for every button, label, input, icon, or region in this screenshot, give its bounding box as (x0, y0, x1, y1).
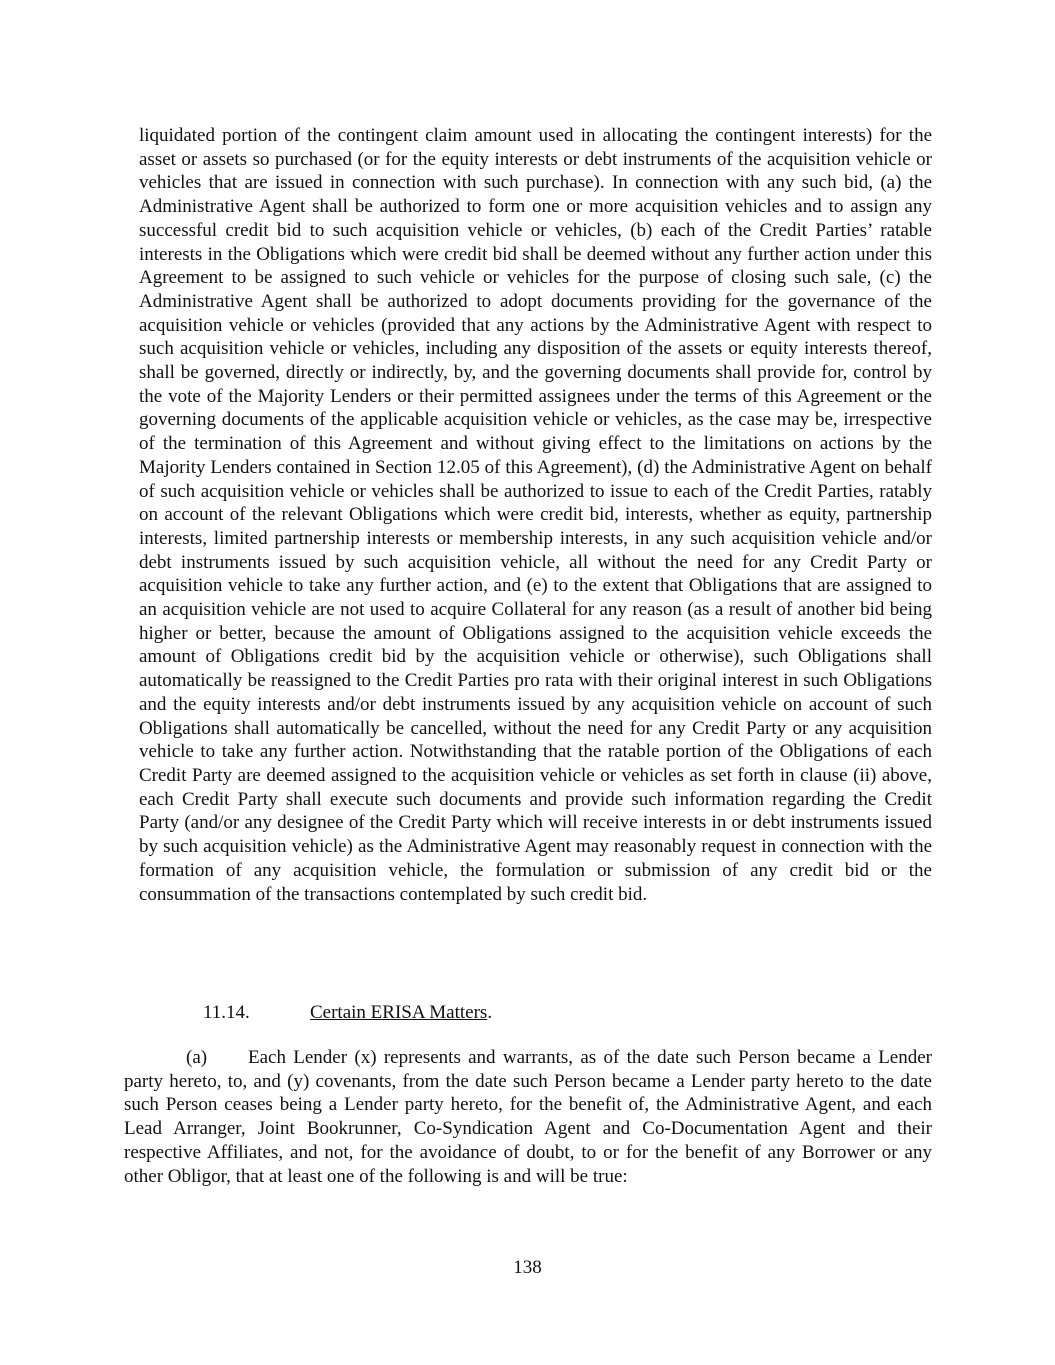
page-number: 138 (513, 1257, 542, 1278)
section-title: Certain ERISA Matters (310, 1002, 488, 1023)
section-title-suffix: . (487, 1002, 493, 1023)
subsection-a-label: (a) (186, 1047, 208, 1068)
section-heading (203, 1001, 492, 1025)
subsection-a-text: Each Lender (x) represents and warrants, as of the date such Person became a Lender party hereto, to, and (y) covenants, from the date such Person became a Lender party hereto to the date such Person ceases being a Lender party hereto, for the benefit of, the Administrative Agent, and each Lead Arranger, Joint Bookrunner, Co-Syndication Agent and Co-Documentation Agent and their respective Affiliates, and not, for the avoidance of doubt, to or for the benefit of any Borrower or any other Obligor, that at least one of the following is and will be true: (124, 1047, 932, 1187)
section-number: 11.14. (203, 1002, 250, 1023)
continuation-paragraph: liquidated portion of the contingent claim amount used in allocating the contingent interests) for the asset or assets so purchased (or for the equity interests or debt instruments of the acquisition vehicle or vehicles that are issued in connection with such purchase). In connection with any such bid, (a) the Administrative Agent shall be authorized to form one or more acquisition vehicles and to assign any successful credit bid to such acquisition vehicle or vehicles, (b) each of the Credit Parties’ ratable interests in the Obligations which were credit bid shall be deemed without any further action under this Agreement to be assigned to such vehicle or vehicles for the purpose of closing such sale, (c) the Administrative Agent shall be authorized to adopt documents providing for the governance of the acquisition vehicle or vehicles (provided that any actions by the Administrative Agent with respect to such acquisition vehicle or vehicles, including any disposition of the assets or equity interests thereof, shall be governed, directly or indirectly, by, and the governing documents shall provide for, control by the vote of the Majority Lenders or their permitted assignees under the terms of this Agreement or the governing documents of the applicable acquisition vehicle or vehicles, as the case may be, irrespective of the termination of this Agreement and without giving effect to the limitations on actions by the Majority Lenders contained in Section 12.05 of this Agreement), (d) the Administrative Agent on behalf of such acquisition vehicle or vehicles shall be authorized to issue to each of the Credit Parties, ratably on account of the relevant Obligations which were credit bid, interests, whether as equity, partnership interests, limited partnership interests or membership interests, in any such acquisition vehicle and/or debt instruments issued by such acquisition vehicle, all without the need for any Credit Party or acquisition vehicle to take any further action, and (e) to the extent that Obligations that are assigned to an acquisition vehicle are not used to acquire Collateral for any reason (as a result of another bid being higher or better, because the amount of Obligations assigned to the acquisition vehicle exceeds the amount of Obligations credit bid by the acquisition vehicle or otherwise), such Obligations shall automatically be reassigned to the Credit Parties pro rata with their original interest in such Obligations and the equity interests and/or debt instruments issued by any acquisition vehicle on account of such Obligations shall automatically be cancelled, without the need for any Credit Party or any acquisition vehicle to take any further action. Notwithstanding that the ratable portion of the Obligations of each Credit Party are deemed assigned to the acquisition vehicle or vehicles as set forth in clause (ii) above, each Credit Party shall execute such documents and provide such information regarding the Credit Party (and/or any designee of the Credit Party which will receive interests in or debt instruments issued by such acquisition vehicle) as the Administrative Agent may reasonably request in connection with the formation of any acquisition vehicle, the formulation or submission of any credit bid or the consummation of the transactions contemplated by such credit bid. (139, 125, 932, 905)
subsection-a-paragraph (124, 1046, 932, 1188)
